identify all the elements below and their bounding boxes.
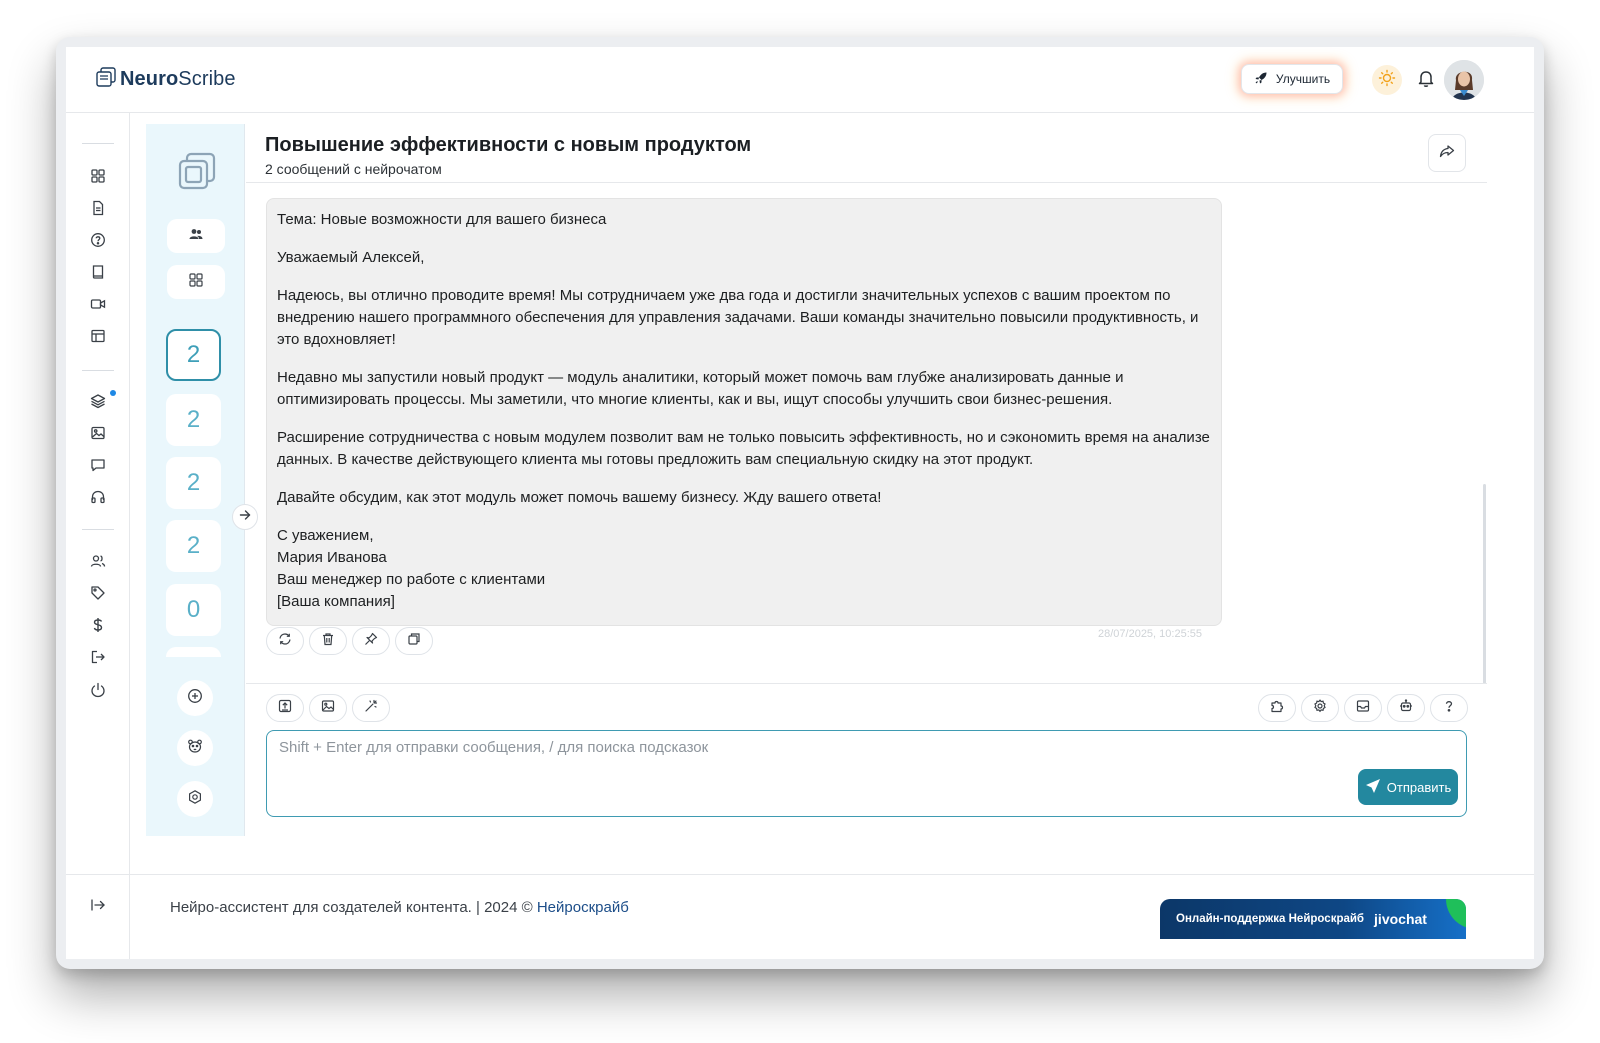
chat-card[interactable]: 2: [166, 329, 221, 381]
plugins-button[interactable]: [1258, 694, 1296, 722]
app-logo[interactable]: [96, 67, 236, 92]
puzzle-icon: [1270, 699, 1284, 718]
pin-icon: [364, 632, 378, 651]
gear-icon: [187, 789, 203, 810]
app-root: [66, 47, 1534, 959]
logout-icon[interactable]: [88, 647, 108, 667]
chat-icon[interactable]: [88, 455, 108, 475]
footer-divider: [66, 874, 1534, 875]
message-input[interactable]: [279, 739, 1349, 799]
dollar-icon[interactable]: [88, 615, 108, 635]
users-icon: [188, 226, 204, 247]
new-chat-button[interactable]: [177, 680, 213, 716]
upgrade-button[interactable]: [1241, 64, 1343, 94]
notification-dot: [110, 390, 116, 396]
power-icon[interactable]: [88, 680, 108, 700]
plus-circle-icon: [187, 688, 203, 709]
chat-card[interactable]: [166, 647, 221, 657]
chat-card[interactable]: 2: [166, 520, 221, 572]
message-greeting: Уважаемый Алексей,: [277, 249, 425, 266]
signature-line: С уважением,: [277, 527, 374, 544]
chat-title: Повышение эффективности с новым продуктом: [265, 134, 752, 156]
message-paragraph: Недавно мы запустили новый продукт — модуль аналитики, который может помочь вам глубже анализировать данные и оптимизировать процессы. Мы заметили, что многие клиенты, как и вы, ищут способы улучшить свои бизнес-решения.: [277, 369, 1124, 408]
footer-brand-link[interactable]: Нейроскрайб: [536, 899, 629, 916]
collapse-icon: [90, 897, 106, 918]
app-window: [56, 37, 1544, 969]
arrow-right-icon: [238, 508, 252, 527]
assistant-button[interactable]: [177, 730, 213, 766]
pin-button[interactable]: [352, 627, 390, 655]
chat-card[interactable]: 0: [166, 584, 221, 636]
footer-copyright: Нейро-ассистент для создателей контента. | 2024 ©: [170, 899, 537, 916]
inbox-button[interactable]: [1344, 694, 1382, 722]
left-navigation: [66, 113, 130, 959]
header-divider: [246, 182, 1487, 183]
document-icon[interactable]: [88, 198, 108, 218]
share-button[interactable]: [1428, 134, 1466, 172]
notifications-button[interactable]: [1411, 65, 1441, 95]
help-icon[interactable]: [88, 230, 108, 250]
support-chat-widget[interactable]: [1160, 899, 1466, 939]
chat-card[interactable]: 2: [166, 394, 221, 446]
message-subject: Тема: Новые возможности для вашего бизнеса: [277, 211, 607, 228]
help-button[interactable]: [1430, 694, 1468, 722]
refresh-icon: [278, 632, 292, 651]
image-icon: [321, 699, 335, 718]
expand-panel-button[interactable]: [232, 504, 258, 530]
chat-main: [246, 124, 1487, 836]
share-icon: [1439, 143, 1455, 164]
composer-tools-right: [1258, 694, 1468, 722]
table-icon[interactable]: [88, 326, 108, 346]
message-timestamp: 28/07/2025, 10:25:55: [1098, 628, 1202, 640]
magic-wand-button[interactable]: [352, 694, 390, 722]
users-icon[interactable]: [88, 551, 108, 571]
message-paragraph: Давайте обсудим, как этот модуль может помочь вашему бизнесу. Жду вашего ответа!: [277, 489, 882, 506]
upload-icon: [278, 699, 292, 718]
grid-view-button[interactable]: [167, 265, 225, 299]
panel-logo-icon: [178, 152, 216, 195]
message-signature: [277, 525, 1211, 613]
top-header: [66, 47, 1534, 113]
sun-icon: [1378, 69, 1396, 92]
grid-icon: [188, 272, 204, 293]
signature-line: [Ваша компания]: [277, 593, 395, 610]
message-paragraph: Надеюсь, вы отлично проводите время! Мы сотрудничаем уже два года и достигли значительных успехов с вашим проектом по внедрению нашего программного обеспечения для управления задачами. Ваши команды значительно повысили продуктивность, и это вдохновляет!: [277, 287, 1199, 348]
delete-button[interactable]: [309, 627, 347, 655]
signature-line: Ваш менеджер по работе с клиентами: [277, 571, 546, 588]
upload-image-button[interactable]: [309, 694, 347, 722]
upload-file-button[interactable]: [266, 694, 304, 722]
logo-icon: [96, 67, 116, 92]
dashboard-icon[interactable]: [88, 166, 108, 186]
video-icon[interactable]: [88, 294, 108, 314]
layers-icon[interactable]: [88, 391, 108, 411]
copy-button[interactable]: [395, 627, 433, 655]
gear-icon: [1313, 699, 1327, 718]
settings-button[interactable]: [177, 781, 213, 817]
logo-text: NeuroScribe: [120, 68, 236, 90]
messages-scrollbar[interactable]: [1483, 484, 1486, 684]
message-paragraph: Расширение сотрудничества с новым модулем позволит вам не только повысить эффективность, но и сэкономить время на анализе данных. В качестве действующего клиента мы готовы предложить вам специальную скидку на этот продукт.: [277, 429, 1210, 468]
jivochat-logo: jivochat: [1374, 911, 1427, 927]
collapse-sidebar-button[interactable]: [88, 897, 108, 917]
copy-icon: [407, 632, 421, 651]
rocket-icon: [1254, 71, 1268, 88]
signature-line: Мария Иванова: [277, 549, 387, 566]
jivo-leaf-icon: [1446, 899, 1466, 929]
question-icon: [1442, 699, 1456, 718]
nav-divider: [82, 529, 114, 530]
send-label: Отправить: [1386, 779, 1452, 795]
image-icon[interactable]: [88, 423, 108, 443]
robot-icon: [1399, 699, 1413, 718]
user-avatar[interactable]: [1444, 60, 1484, 100]
footer-text: [170, 899, 629, 916]
theme-toggle-button[interactable]: [1372, 65, 1402, 95]
nav-divider: [82, 370, 114, 371]
book-icon[interactable]: [88, 262, 108, 282]
group-chat-button[interactable]: [167, 219, 225, 253]
chat-list-panel: [146, 124, 245, 836]
tag-icon[interactable]: [88, 583, 108, 603]
composer-divider: [246, 683, 1487, 684]
headphones-icon[interactable]: [88, 487, 108, 507]
regenerate-button[interactable]: [266, 627, 304, 655]
chat-subtitle: 2 сообщений с нейрочатом: [265, 161, 442, 177]
send-icon: [1365, 778, 1381, 797]
bot-button[interactable]: [1387, 694, 1425, 722]
inbox-icon: [1356, 699, 1370, 718]
bell-icon: [1416, 68, 1436, 93]
upgrade-label: Улучшить: [1275, 72, 1331, 86]
message-input-box: [266, 730, 1467, 817]
send-button[interactable]: [1358, 769, 1458, 805]
nav-divider: [82, 143, 114, 144]
trash-icon: [321, 632, 335, 651]
chat-settings-button[interactable]: [1301, 694, 1339, 722]
magic-wand-icon: [364, 699, 378, 718]
assistant-message: [266, 198, 1222, 626]
chat-card[interactable]: 2: [166, 457, 221, 509]
support-chat-label: Онлайн-поддержка Нейроскрайб: [1176, 913, 1365, 925]
composer-tools-left: [266, 694, 390, 722]
bear-icon: [187, 738, 203, 759]
message-actions: [266, 627, 433, 655]
